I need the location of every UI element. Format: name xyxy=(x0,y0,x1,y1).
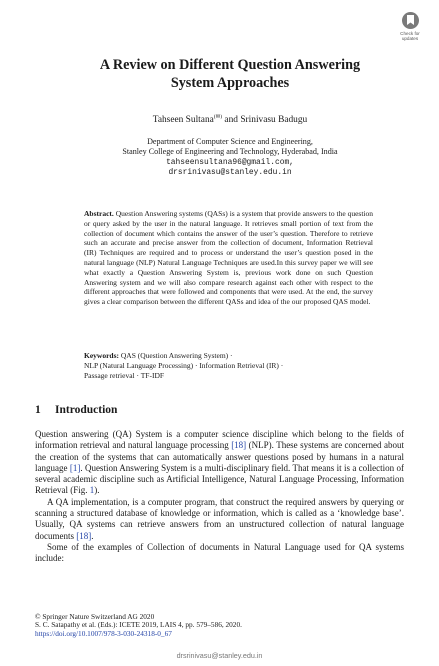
download-watermark: drsrinivasu@stanley.edu.in xyxy=(176,651,263,660)
corresponding-author-mark[interactable]: (✉) xyxy=(213,114,223,120)
author-name: Srinivasu Badugu xyxy=(240,115,308,126)
paragraph: Question answering (QA) System is a computer science discipline which belong to the fields of information retrieval and natural language processing [18] (NLP). These systems are concerned about the creation of the systems that can automatically answer questions posed by humans in a natural language [1]. Question Answering System is a multi-disciplinary field. That means it is a collection of several academic discipline such as Artificial Intelligence, Natural Language Processing, Information Retrieval (Fig. 1). xyxy=(35,429,404,496)
citation-link[interactable]: [18] xyxy=(76,530,92,541)
paragraph: A QA implementation, is a computer program, that construct the required answers by querying or scanning a structured database of knowledge or information, which is called as a ‘knowledge base’. Usually, QA systems can retrieve answers from an unstructured collection of natural language documents [18]. xyxy=(35,496,404,541)
author-line: Tahseen Sultana(✉) and Srinivasu Badugu xyxy=(152,114,308,126)
citation-link[interactable]: [18] xyxy=(231,440,247,451)
paragraph: Some of the examples of Collection of documents in Natural Language used for QA systems include: xyxy=(35,541,404,564)
abstract-text: Question Answering systems (QASs) is a system that provide answers to the question or query asked by the user in the natural language. It retrieves small portion of text from the collection of document which contains the answer of the user’s question. Therefore to retrieve such an accurate and precise answer from the collection of document, Information Retrieval (IR) Techniques are required and to process or understand the user’s question posed in the natural language (NLP) Natural Language Techniques are used.In this survey paper we will see what exactly a Question Answering System is, previous work done on such Question Answering system and we will also compare research against each other with respect to the different approaches that were followed and components that were used. At the end, the survey gives a clear comparison between the different QASs and idea of the our proposed QAS model. xyxy=(84,209,374,307)
author-name: Tahseen Sultana xyxy=(152,115,214,126)
keywords: Keywords: QAS (Question Answering System) · NLP (Natural Language Processing) · Information Retrieval (IR) · Passage retrieval · TF-IDF xyxy=(84,351,284,380)
author-email[interactable]: drsrinivasu@stanley.edu.in xyxy=(168,168,292,178)
author-email[interactable]: tahseensultana96@gmail.com, xyxy=(166,157,294,167)
check-for-updates-badge[interactable] xyxy=(394,12,426,50)
bookmark-icon xyxy=(402,12,419,29)
affiliation: Department of Computer Science and Engineering, Stanley College of Engineering and Technology, Hyderabad, India tahseensultana96@gmail.com, drsrinivasu@stanley.edu.in xyxy=(60,137,400,179)
figure-link[interactable]: 1 xyxy=(89,485,95,496)
section-heading: 1 Introduction xyxy=(35,404,118,416)
badge-label: Check for updates xyxy=(400,31,420,41)
citation-link[interactable]: [1] xyxy=(69,462,81,473)
abstract xyxy=(84,209,373,307)
body-text xyxy=(35,429,404,565)
abstract-heading: Abstract. xyxy=(84,209,114,218)
paper-title: A Review on Different Question Answering System Approaches xyxy=(99,57,361,91)
doi-link[interactable]: https://doi.org/10.1007/978-3-030-24318-0_67 xyxy=(35,628,172,638)
copyright-footer: © Springer Nature Switzerland AG 2020 S. C. Satapathy et al. (Eds.): ICETE 2019, LAIS 4, pp. 579–586, 2020. https://doi.org/10.1007/978-3-030-24318-0_67 xyxy=(35,612,242,638)
keywords-heading: Keywords: xyxy=(84,351,119,360)
